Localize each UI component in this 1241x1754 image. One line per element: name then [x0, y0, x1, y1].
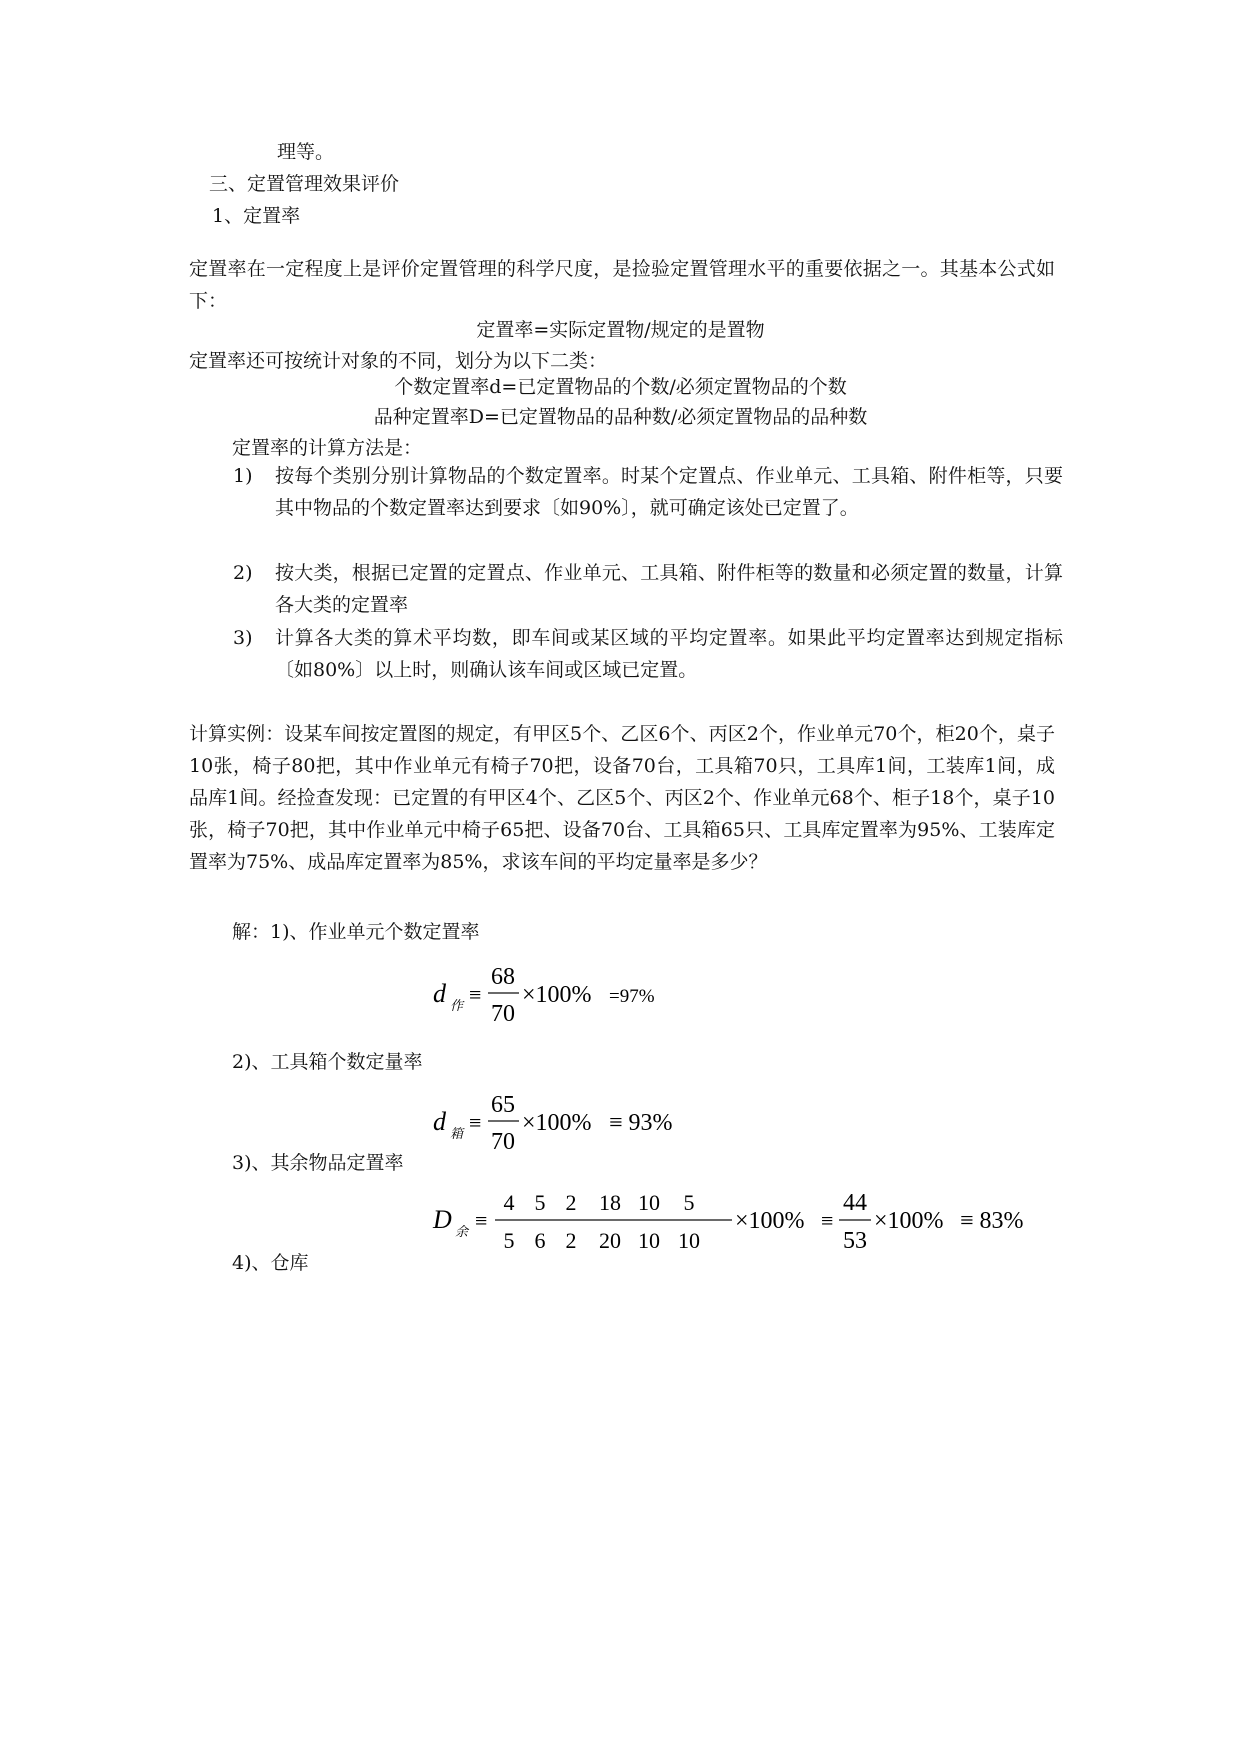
solution-step-1: 解：1)、作业单元个数定置率: [232, 921, 480, 943]
classify-text: 定置率还可按统计对象的不同，划分为以下二类：: [189, 350, 608, 372]
eq-numerator-term: 5: [534, 1190, 546, 1215]
example-paragraph: 计算实例：设某车间按定置图的规定，有甲区5个、乙区6个、丙区2个，作业单元70个，柜20个，桌子10张，椅子80把，其中作业单元有椅子70把，设备70台，工具箱70只，工具库1间，工装库1间，成品库1间。经捡查发现：已定置的有甲区4个、乙区5个、丙区2个、作业单元68个、柜子18个，桌子10张，椅子70把，其中作业单元中椅子65把、设备70台、工具箱65只、工具库定置率为95%、工装库定置率为75%、成品库定置率为85%，求该车间的平均定量率是多少？: [189, 723, 1055, 873]
subsection-heading: 1、定置率: [212, 205, 301, 227]
list-item-text: 按每个类别分别计算物品的个数定置率。时某个定置点、作业单元、工具箱、附件柜等，只要其中物品的个数定置率达到要求〔如90%〕，就可确定该处已定置了。: [275, 465, 1063, 519]
eq-denominator-term: 2: [565, 1228, 577, 1253]
method-title: 定置率的计算方法是：: [232, 437, 423, 459]
eq-variable: D: [433, 1205, 452, 1234]
eq-result: ≡ 83%: [960, 1208, 1024, 1234]
eq-sign: ≡: [475, 1208, 488, 1233]
equation-3: [425, 1178, 1025, 1258]
intro-paragraph: 定置率在一定程度上是评价定置管理的科学尺度，是捡验定置管理水平的重要依据之一。其基本公式如下：: [189, 258, 1055, 312]
list-item: [233, 622, 1063, 686]
eq-denominator-term: 6: [534, 1228, 546, 1253]
formula-count: 个数定置率d=已定置物品的个数/必须定置物品的个数: [394, 376, 847, 398]
eq-sign: ≡: [469, 1110, 482, 1135]
eq-denominator-term: 10: [638, 1228, 660, 1253]
eq-sign: ≡: [821, 1208, 834, 1233]
section-heading: 三、定置管理效果评价: [209, 173, 400, 195]
list-item-text: 计算各大类的算术平均数，即车间或某区域的平均定置率。如果此平均定置率达到规定指标〔如80%〕以上时，则确认该车间或区域已定置。: [275, 627, 1063, 681]
text-line: 理等。: [277, 141, 335, 163]
eq-numerator-term: 10: [638, 1190, 660, 1215]
solution-step-4: 4)、仓库: [232, 1252, 309, 1274]
eq-variable: d: [433, 979, 446, 1008]
eq-result: =97%: [609, 986, 655, 1007]
eq-denominator-term: 20: [599, 1228, 621, 1253]
solution-step-3: 3)、其余物品定置率: [232, 1152, 404, 1174]
eq-numerator-term: 2: [565, 1190, 577, 1215]
eq-times: ×100%: [522, 982, 592, 1008]
solution-step-2: 2)、工具箱个数定量率: [232, 1051, 423, 1073]
eq-denominator-term: 5: [503, 1228, 515, 1253]
eq-numerator: 65: [491, 1092, 515, 1118]
equation-2: [425, 1078, 745, 1158]
eq-times: ×100%: [522, 1110, 592, 1136]
list-item: [233, 460, 1063, 524]
eq-subscript: 作: [450, 998, 464, 1013]
eq-sign: ≡: [469, 982, 482, 1007]
formula-variety: 品种定置率D=已定置物品的品种数/必须定置物品的品种数: [373, 406, 868, 428]
eq-numerator: 44: [843, 1190, 867, 1216]
eq-subscript: 余: [455, 1224, 469, 1239]
eq-denominator: 53: [843, 1228, 867, 1254]
eq-numerator-term: 5: [683, 1190, 695, 1215]
list-item-number: 1): [233, 465, 253, 487]
list-item: [233, 557, 1063, 621]
eq-subscript: 箱: [450, 1126, 464, 1141]
list-item-number: 3): [233, 627, 253, 649]
eq-denominator-term: 10: [678, 1228, 700, 1253]
list-item-text: 按大类，根据已定置的定置点、作业单元、工具箱、附件柜等的数量和必须定置的数量，计算各大类的定置率: [275, 562, 1063, 616]
eq-numerator: 68: [491, 964, 515, 990]
eq-times: ×100%: [874, 1208, 944, 1234]
eq-result: ≡ 93%: [609, 1110, 673, 1136]
list-item-number: 2): [233, 562, 253, 584]
equation-1: [425, 950, 725, 1030]
eq-numerator-term: 18: [599, 1190, 621, 1215]
eq-times: ×100%: [735, 1208, 805, 1234]
eq-denominator: 70: [491, 1001, 515, 1027]
formula-main: 定置率=实际定置物/规定的是置物: [476, 319, 765, 341]
eq-denominator: 70: [491, 1129, 515, 1155]
eq-variable: d: [433, 1107, 446, 1136]
eq-numerator-term: 4: [503, 1190, 515, 1215]
